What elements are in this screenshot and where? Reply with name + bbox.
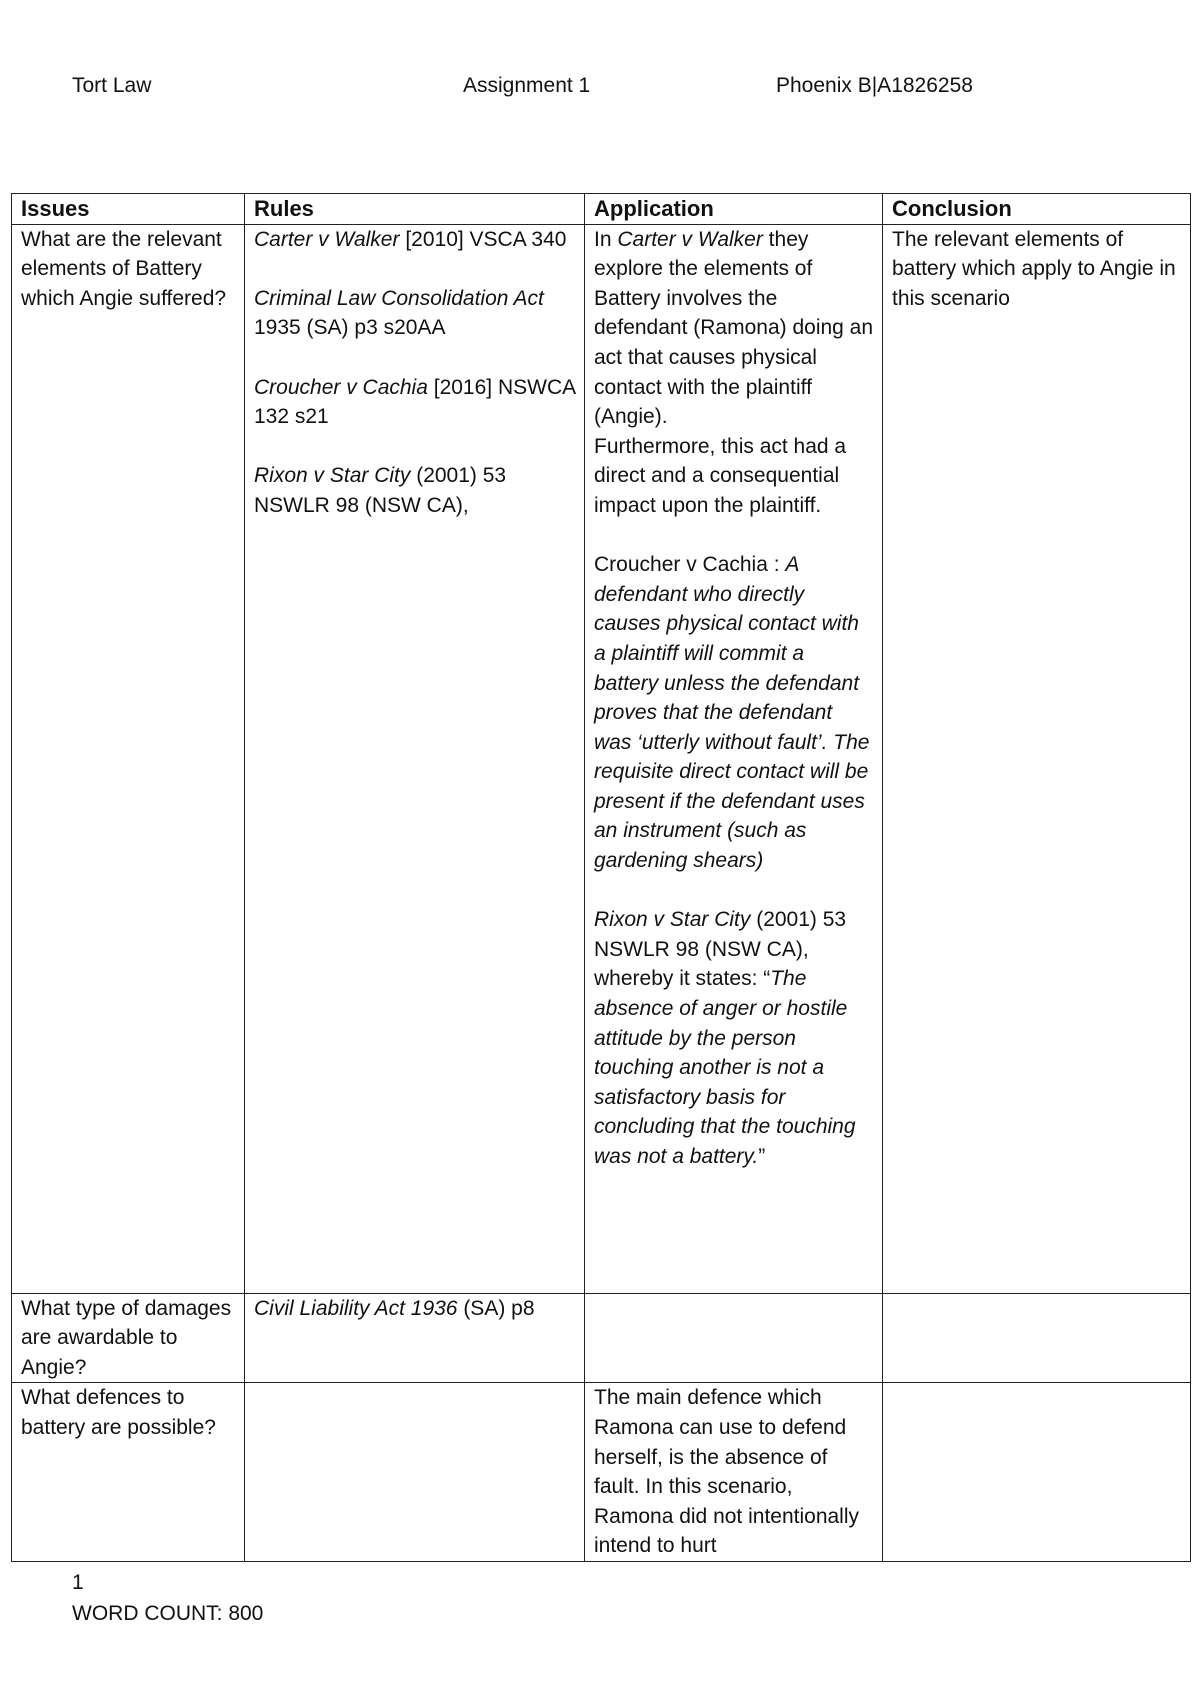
application-cell bbox=[585, 224, 883, 1293]
page-header bbox=[0, 74, 1200, 102]
case-name: Carter v Walker bbox=[254, 227, 400, 251]
citation: [2010] VSCA 340 bbox=[399, 227, 567, 251]
issue-text: What defences to battery are possible? bbox=[21, 1386, 216, 1439]
conclusion-text: The relevant elements of battery which apply to Angie in this scenario bbox=[892, 227, 1176, 310]
conclusion-cell bbox=[883, 224, 1191, 1293]
issue-cell bbox=[12, 224, 245, 1293]
quote: A defendant who directly causes physical contact with a plaintiff will commit a battery unless the defendant proves that the defendant was ‘utterly without fault’. The requisite direct contact will be present if the defendant uses an instrument (such as gardening shears) bbox=[594, 553, 870, 873]
application-croucher bbox=[594, 550, 874, 876]
conclusion-cell bbox=[883, 1383, 1191, 1562]
text-run: ” bbox=[758, 1145, 766, 1168]
text-run: In bbox=[594, 227, 618, 251]
issue-cell bbox=[12, 1383, 245, 1562]
table-header-row bbox=[12, 194, 1191, 225]
rule-rixon bbox=[254, 461, 576, 520]
case-name: Rixon v Star City bbox=[594, 908, 751, 932]
act-name: Criminal Law Consolidation Act bbox=[254, 286, 544, 310]
act-name: Civil Liability Act 1936 bbox=[254, 1296, 458, 1320]
issue-cell bbox=[12, 1293, 245, 1383]
application-rixon bbox=[594, 905, 874, 1171]
rules-cell bbox=[245, 224, 585, 1293]
column-header-application: Application bbox=[585, 194, 883, 225]
citation: (2001) 53 NSWLR 98 (NSW CA), bbox=[254, 464, 507, 517]
header-student: Phoenix B|A1826258 bbox=[776, 74, 973, 97]
application-defence: The main defence which Ramona can use to defend herself, is the absence of fault. In this scenario, Ramona did not intentionally intend to hurt bbox=[594, 1386, 860, 1558]
citation: 1935 (SA) p3 s20AA bbox=[254, 316, 446, 340]
conclusion-cell bbox=[883, 1293, 1191, 1383]
irac-table bbox=[11, 193, 1191, 1562]
header-assignment: Assignment 1 bbox=[463, 74, 591, 97]
page-number: 1 bbox=[72, 1571, 84, 1594]
rule-clca bbox=[254, 284, 576, 343]
header-course: Tort Law bbox=[72, 74, 152, 97]
column-header-rules: Rules bbox=[245, 194, 585, 225]
citation: (SA) p8 bbox=[457, 1296, 535, 1320]
table-row bbox=[12, 1383, 1191, 1562]
application-cell bbox=[585, 1383, 883, 1562]
column-header-issues: Issues bbox=[12, 194, 245, 225]
text-run: (2001) 53 NSWLR 98 (NSW CA), whereby it states: “ bbox=[594, 908, 847, 991]
case-name: Croucher v Cachia bbox=[254, 375, 428, 399]
application-furthermore: Furthermore, this act had a direct and a consequential impact upon the plaintiff. bbox=[594, 434, 847, 517]
issue-text: What are the relevant elements of Battery which Angie suffered? bbox=[21, 227, 227, 310]
word-count: WORD COUNT: 800 bbox=[72, 1602, 264, 1625]
application-carter bbox=[594, 225, 874, 432]
issue-text: What type of damages are awardable to Angie? bbox=[21, 1296, 232, 1379]
rule-cla bbox=[254, 1294, 576, 1324]
case-name: Rixon v Star City bbox=[254, 464, 411, 488]
table-row bbox=[12, 224, 1191, 1293]
rule-carter bbox=[254, 225, 576, 255]
application-cell bbox=[585, 1293, 883, 1383]
quote: The absence of anger or hostile attitude by the person touching another is not a satisfactory basis for concluding that the touching was not a battery. bbox=[594, 967, 856, 1168]
rule-croucher bbox=[254, 373, 576, 432]
case-name: Carter v Walker bbox=[617, 227, 763, 251]
rules-cell bbox=[245, 1383, 585, 1562]
rules-cell bbox=[245, 1293, 585, 1383]
text-run: they explore the elements of Battery involves the defendant (Ramona) doing an act that causes physical contact with the plaintiff (Angie). bbox=[594, 227, 874, 429]
citation: [2016] NSWCA 132 s21 bbox=[254, 375, 575, 429]
text-run: Croucher v Cachia : bbox=[594, 553, 786, 577]
table-row bbox=[12, 1293, 1191, 1383]
column-header-conclusion: Conclusion bbox=[883, 194, 1191, 225]
